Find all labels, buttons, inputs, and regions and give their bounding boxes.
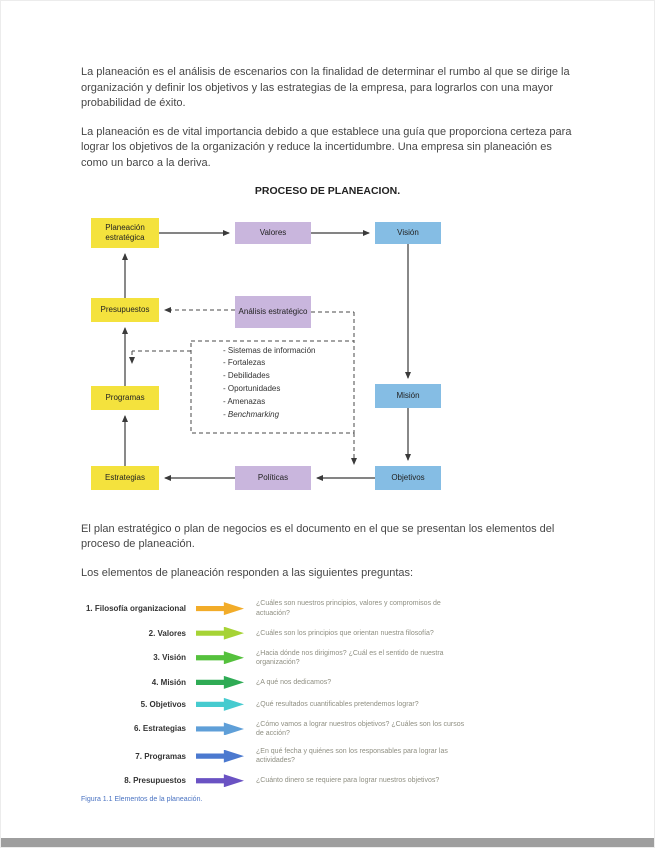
- diagram-box-presupuestos: Presupuestos: [91, 298, 159, 322]
- right-block-arrow-icon: [196, 602, 244, 615]
- element-label: 4. Misión: [151, 677, 186, 687]
- paragraph-intro: La planeación es el análisis de escenarios con la finalidad de determinar el rumbo al que se dirige la organización y definir los objetivos y las estrategias de la empresa, para lograrlos con una mayor probabilidad de éxito.: [81, 66, 570, 110]
- right-block-arrow-icon: [196, 698, 244, 711]
- right-block-arrow-icon: [196, 750, 244, 763]
- element-label: 1. Filosofía organizacional: [85, 604, 186, 614]
- element-question: ¿Cuáles son nuestros principios, valores y compromisos de actuación?: [256, 600, 441, 617]
- element-label: 7. Programas: [135, 751, 186, 761]
- element-row: [81, 627, 574, 640]
- analysis-item: - Benchmarking: [223, 409, 280, 419]
- paragraph-elementos-intro: Los elementos de planeación responden a las siguientes preguntas:: [81, 566, 414, 579]
- element-row: [81, 676, 574, 689]
- element-question: ¿Cómo vamos a lograr nuestros objetivos? ¿Cuáles son los cursos de acción?: [256, 720, 465, 737]
- analysis-item: - Fortalezas: [223, 358, 266, 368]
- planning-process-diagram: [86, 211, 466, 506]
- right-block-arrow-icon: [196, 627, 244, 640]
- element-label: 5. Objetivos: [140, 699, 186, 709]
- analysis-item: - Oportunidades: [223, 384, 281, 394]
- diagram-box-planeacion-estrategica: Planeación estratégica: [91, 218, 159, 248]
- element-question: ¿Qué resultados cuantificables pretendemos lograr?: [256, 700, 419, 708]
- diagram-box-analisis-estrategico: Análisis estratégico: [235, 296, 311, 328]
- diagram-box-valores: Valores: [235, 222, 311, 244]
- diagram-box-vision: Visión: [375, 222, 441, 244]
- element-row: [81, 649, 574, 667]
- element-question: ¿Hacia dónde nos dirigimos? ¿Cuál es el sentido de nuestra organización?: [256, 649, 444, 666]
- right-block-arrow-icon: [196, 676, 244, 689]
- paragraph-plan-estrategico: El plan estratégico o plan de negocios es el documento en el que se presentan los elementos del proceso de planeación.: [81, 522, 555, 551]
- diagram-title: PROCESO DE PLANEACION.: [254, 184, 401, 197]
- diagram-box-programas: Programas: [91, 386, 159, 410]
- analysis-item: - Amenazas: [223, 396, 266, 406]
- element-question: ¿Cuánto dinero se requiere para lograr nuestros objetivos?: [256, 777, 440, 785]
- right-block-arrow-icon: [196, 722, 244, 735]
- element-label: 2. Valores: [148, 628, 186, 638]
- diagram-box-mision: Misión: [375, 384, 441, 408]
- diagram-box-politicas: Políticas: [235, 466, 311, 490]
- element-label: 6. Estrategias: [133, 724, 186, 734]
- element-row: [81, 747, 574, 765]
- right-block-arrow-icon: [196, 774, 244, 787]
- element-row: [81, 720, 574, 738]
- figure-caption: Figura 1.1 Elementos de la planeación.: [81, 796, 203, 804]
- diagram-box-estrategias: Estrategias: [91, 466, 159, 490]
- paragraph-importance: La planeación es de vital importancia debido a que establece una guía que proporciona certeza para lograr los objetivos de la organización y reduce la incertidumbre. Una empresa sin planeación es como un barco a la deriva.: [81, 125, 572, 170]
- element-label: 3. Visión: [153, 653, 186, 663]
- page-edge: [1, 838, 654, 847]
- element-row: [81, 698, 574, 711]
- element-question: ¿En qué fecha y quiénes son los responsables para lograr las actividades?: [256, 748, 448, 765]
- analysis-item: - Sistemas de información: [223, 345, 316, 355]
- planning-elements-figure: [81, 599, 574, 803]
- element-question: ¿Cuáles son los principios que orientan nuestra filosofía?: [256, 629, 434, 637]
- right-block-arrow-icon: [196, 651, 244, 664]
- analysis-items-list: [223, 345, 351, 422]
- diagram-box-objetivos: Objetivos: [375, 466, 441, 490]
- analysis-item: - Debilidades: [223, 371, 270, 381]
- element-row: [81, 774, 574, 787]
- element-question: ¿A qué nos dedicamos?: [256, 678, 332, 686]
- element-row: [81, 599, 574, 617]
- element-label: 8. Presupuestos: [124, 776, 186, 786]
